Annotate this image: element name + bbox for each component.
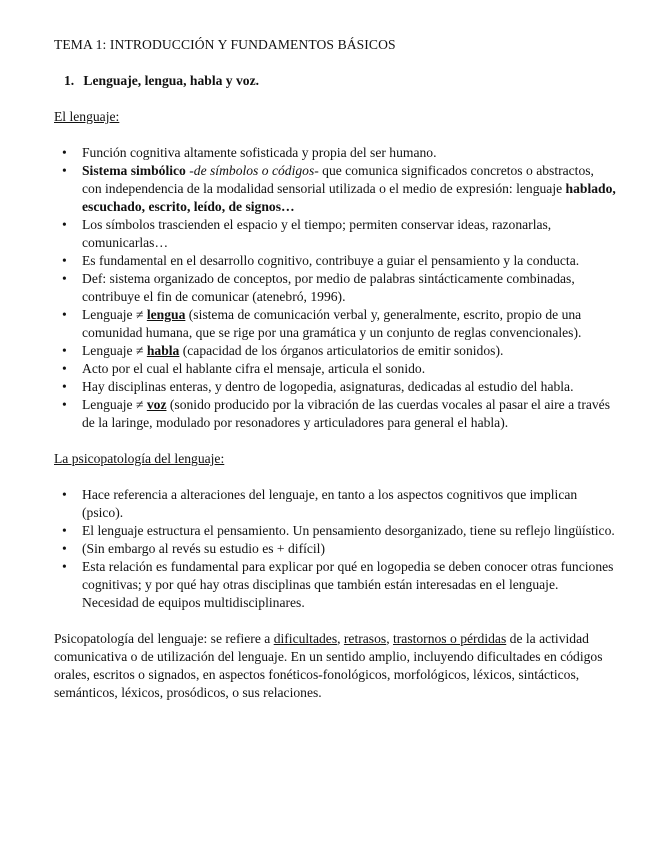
key-term: voz xyxy=(146,397,167,412)
key-term: habla xyxy=(146,343,180,358)
subtitle-number: 1. xyxy=(64,73,75,88)
list-item: • Lenguaje ≠ lengua (sistema de comunicación verbal y, generalmente, escrito, propio de una comunidad humana, que se rige por una gramática y un conjunto de reglas convencionales). xyxy=(82,306,616,342)
list-item: • Hace referencia a alteraciones del lenguaje, en tanto a los aspectos cognitivos que implican (psico). xyxy=(82,486,616,522)
document-title: TEMA 1: INTRODUCCIÓN Y FUNDAMENTOS BÁSICOS xyxy=(54,37,396,52)
list-item: • Los símbolos trascienden el espacio y el tiempo; permiten conservar ideas, razonarlas, comunicarlas… xyxy=(82,216,616,252)
list-item: • Acto por el cual el hablante cifra el mensaje, articula el sonido. xyxy=(82,360,616,378)
list-item: • El lenguaje estructura el pensamiento. Un pensamiento desorganizado, tiene su reflejo lingüístico. xyxy=(82,522,616,540)
list-item: • (Sin embargo al revés su estudio es + difícil) xyxy=(82,540,616,558)
list-item: • Def: sistema organizado de conceptos, por medio de palabras sintácticamente combinadas, contribuye el fin de comunicar (atenebró, 1996). xyxy=(82,270,616,306)
list-item: • Hay disciplinas enteras, y dentro de logopedia, asignaturas, dedicadas al estudio del habla. xyxy=(82,378,616,396)
list-item: • Lenguaje ≠ habla (capacidad de los órganos articulatorios de emitir sonidos). xyxy=(82,342,616,360)
list-item: • Función cognitiva altamente sofisticada y propia del ser humano. xyxy=(82,144,616,162)
subtitle-text: Lenguaje, lengua, habla y voz. xyxy=(83,73,260,88)
lenguaje-bullet-list xyxy=(54,144,616,432)
list-item: • Esta relación es fundamental para explicar por qué en logopedia se deben conocer otras funciones cognitivas; y por qué hay otras disciplinas que también están interesadas en el lenguaje. Necesidad de equipos multidisciplinares. xyxy=(82,558,616,612)
section-heading-lenguaje: El lenguaje: xyxy=(54,109,120,124)
section-subtitle xyxy=(64,72,616,90)
list-item: • Sistema simbólico -de símbolos o códigos- que comunica significados concretos o abstractos, con independencia de la modalidad sensorial utilizada o el medio de expresión: lenguaje hablado, escuchado, escrito, leído, de signos… xyxy=(82,162,616,216)
psicopatologia-bullet-list xyxy=(54,486,616,612)
definition-paragraph: Psicopatología del lenguaje: se refiere a dificultades, retrasos, trastornos o pérdidas de la actividad comunicativa o de utilización del lenguaje. En un sentido amplio, incluyendo dificultades en códigos orales, escritos o signados, en aspectos fonéticos-fonológicos, morfológicos, léxicos, sintácticos, semánticos, léxicos, prosódicos, o sus relaciones. xyxy=(54,631,603,700)
list-item: • Lenguaje ≠ voz (sonido producido por la vibración de las cuerdas vocales al pasar el aire a través de la laringe, modulado por resonadores y articuladores para general el habla). xyxy=(82,396,616,432)
list-item: • Es fundamental en el desarrollo cognitivo, contribuye a guiar el pensamiento y la conducta. xyxy=(82,252,616,270)
section-heading-psicopatologia: La psicopatología del lenguaje: xyxy=(54,451,225,466)
key-term: lengua xyxy=(146,307,186,322)
